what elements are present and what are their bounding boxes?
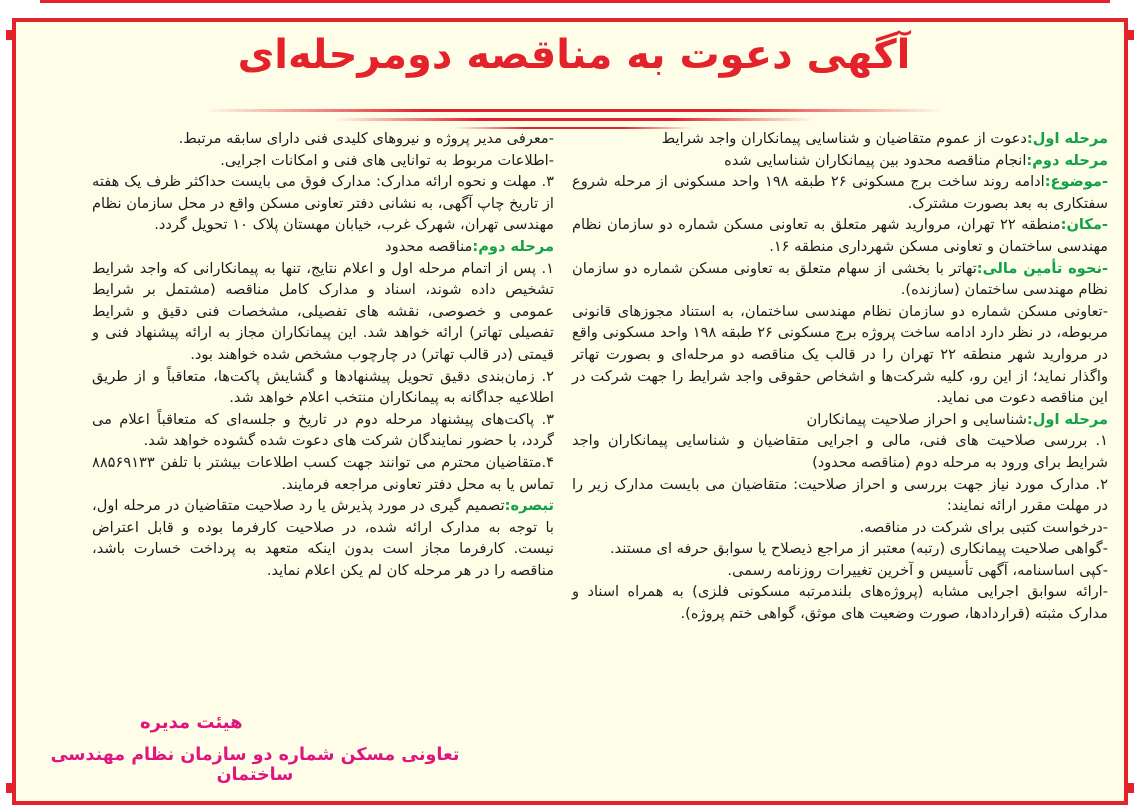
paragraph-text: دعوت از عموم متقاضیان و شناسایی پیمانکاران واجد شرایط [661, 130, 1027, 147]
paragraph [572, 258, 1108, 301]
paragraph-text: -ارائه سوابق اجرایی مشابه (پروژه‌های بلندمرتبه مسکونی فلزی) به همراه اسناد و مدارک مثبته (قراردادها، صورت وضعیت های موثق، گواهی ختم پروژه). [572, 583, 1108, 623]
paragraph [92, 128, 554, 150]
paragraph-text: ادامه روند ساخت برج مسکونی ۲۶ طبقه ۱۹۸ واحد مسکونی از مرحله شروع سفتکاری به بعد بصورت مشترک. [572, 173, 1108, 212]
paragraph [92, 150, 554, 172]
paragraph-text: ۳. مهلت و نحوه ارائه مدارک: مدارک فوق می بایست حداکثر ظرف یک هفته از تاریخ چاپ آگهی، به نشانی دفتر تعاونی مسکن واقع در محل سازمان نظام مهندسی تهران، شهرک غرب، خیابان مهستان پلاک ۱۰ تحویل گردد. [92, 173, 554, 234]
paragraph-text: ۱. پس از اتمام مرحله اول و اعلام نتایج، تنها به پیمانکارانی که واجد شرایط تشخیص داده شوند، اسناد و مدارک کامل مناقصه (مشتمل بر شرایط عمومی و خصوصی، نقشه های تفصیلی، مشخصات فنی دقیق و شرایط تفصیلی تهاتر) ارائه خواهد شد. این پیمانکاران مجاز به ارائه پیشنهاد فنی و قیمتی (در قالب تهاتر) در چارچوب مشخص شده خواهند بود. [92, 259, 554, 363]
section-label: مرحله اول: [1026, 130, 1108, 147]
paragraph [572, 517, 1108, 539]
paragraph-text: مناقصه محدود [385, 237, 473, 255]
paragraph-text: -گواهی صلاحیت پیمانکاری (رتبه) معتبر از مراجع ذیصلاح یا سوابق حرفه ای مستند. [609, 540, 1108, 558]
section-label: مرحله دوم: [472, 237, 554, 255]
section-label: -نحوه تأمین مالی: [976, 259, 1108, 277]
paragraph-text: -اطلاعات مربوط به توانایی های فنی و امکانات اجرایی. [220, 151, 554, 169]
title-ornament-line [204, 109, 944, 112]
paragraph-text: -درخواست کتبی برای شرکت در مناقصه. [859, 518, 1108, 536]
paragraph [572, 128, 1108, 150]
paragraph-text: انجام مناقصه محدود بین پیمانکاران شناسایی شده [724, 151, 1027, 169]
paragraph-text: شناسایی و احراز صلاحیت پیمانکاران [806, 410, 1027, 428]
signature-organization: تعاونی مسکن شماره دو سازمان نظام مهندسی ساختمان [50, 745, 460, 785]
paragraph-text: تصمیم گیری در مورد پذیرش یا رد صلاحیت متقاضیان در مرحله اول، با توجه به مدارک ارائه شده، در صلاحیت کارفرما بوده و قابل اعتراض نیست. کارفرما مجاز است بدون اینکه متعهد به پرداخت خسارت باشد، مناقصه را در هر مرحله کان لم یکن اعلام نماید. [92, 497, 554, 579]
paragraph-text: ۲. زمان‌بندی دقیق تحویل پیشنهادها و گشایش پاکت‌ها، متعاقباً و از طریق اطلاعیه جداگانه به پیمانکاران منتخب اعلام خواهد شد. [92, 367, 554, 407]
paragraph [572, 430, 1108, 473]
paragraph-text: ۲. مدارک مورد نیاز جهت بررسی و احراز صلاحیت: متقاضیان می بایست مدارک زیر را در مهلت مقرر ارائه نمایند: [572, 475, 1108, 515]
paragraph [92, 171, 554, 236]
paragraph-text: -معرفی مدیر پروژه و نیروهای کلیدی فنی دارای سابقه مرتبط. [178, 130, 554, 147]
paragraph [572, 560, 1108, 582]
right-column [572, 128, 1108, 625]
section-label: مرحله اول: [1026, 410, 1108, 428]
paragraph [572, 301, 1108, 409]
title-ornament-line [334, 118, 814, 121]
paragraph-text: منطقه ۲۲ تهران، مروارید شهر متعلق به تعاونی مسکن شماره دو سازمان نظام مهندسی ساختمان و تعاونی مسکن شهرداری منطقه ۱۶. [572, 216, 1108, 255]
paragraph [572, 171, 1108, 214]
frame-corner-ornament [1124, 783, 1134, 793]
paragraph-text: -کپی اساسنامه، آگهی تأسیس و آخرین تغییرات روزنامه رسمی. [727, 561, 1108, 579]
paragraph [572, 409, 1108, 431]
section-label: تبصره: [504, 497, 554, 515]
paragraph-text: ۴.متقاضیان محترم می توانند جهت کسب اطلاعات بیشتر با تلفن ۸۸۵۶۹۱۳۳ تماس یا به محل دفتر تعاونی مراجعه فرمایند. [92, 453, 554, 493]
paragraph [572, 474, 1108, 517]
paragraph [92, 452, 554, 495]
paragraph [572, 214, 1108, 257]
paragraph-text: ۱. بررسی صلاحیت های فنی، مالی و اجرایی متقاضیان و شناسایی پیمانکاران واجد شرایط برای ورود به مرحله دوم (مناقصه محدود) [572, 432, 1108, 471]
paragraph [572, 581, 1108, 624]
paragraph [92, 495, 554, 581]
paragraph [92, 236, 554, 258]
paragraph [572, 538, 1108, 560]
section-label: -مکان: [1060, 216, 1108, 234]
frame-corner-ornament [6, 783, 16, 793]
paragraph-text: -تعاونی مسکن شماره دو سازمان نظام مهندسی ساختمان، به استناد مجوزهای قانونی مربوطه، در نظر دارد ادامه ساخت پروژه برج مسکونی ۲۶ طبقه ۱۹۸ واحد مسکونی واقع در مروارید شهر منطقه ۲۲ تهران را در قالب یک مناقصه دو مرحله‌ای و بصورت تهاتر واگذار نماید؛ از این رو، کلیه شرکت‌ها و اشخاص حقوقی واجد شرایط را جهت شرکت در این مناقصه دعوت می نماید. [572, 302, 1109, 407]
left-column [92, 128, 554, 581]
paragraph [92, 409, 554, 452]
paragraph [92, 366, 554, 409]
section-label: -موضوع: [1044, 173, 1109, 191]
paragraph-text: تهاتر با بخشی از سهام متعلق به تعاونی مسکن شماره دو سازمان نظام مهندسی ساختمان (سازنده). [572, 259, 1108, 299]
notice-title: آگهی دعوت به مناقصه دومرحله‌ای [237, 32, 911, 78]
paragraph [572, 150, 1108, 172]
paragraph [92, 258, 554, 366]
top-rule [40, 0, 1110, 3]
paragraph-text: ۳. پاکت‌های پیشنهاد مرحله دوم در تاریخ و جلسه‌ای که متعاقباً اعلام می گردد، با حضور نمایندگان شرکت های دعوت شده گشوده خواهد شد. [92, 410, 554, 450]
signature-board: هیئت مدیره [140, 712, 243, 733]
section-label: مرحله دوم: [1026, 151, 1108, 169]
